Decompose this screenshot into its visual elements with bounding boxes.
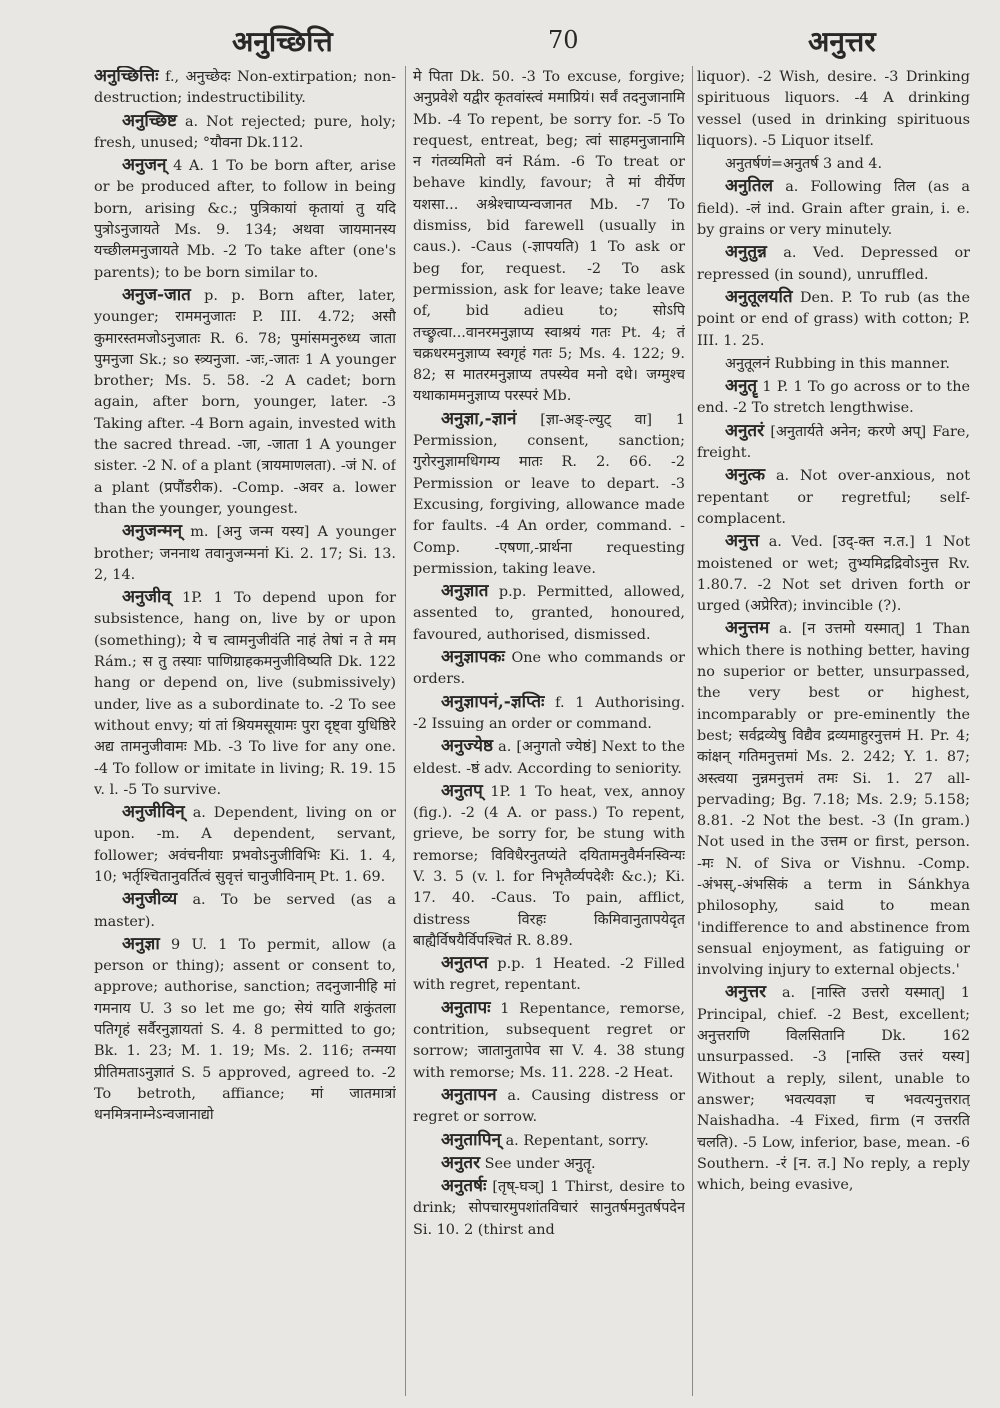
entry-definition: See under अनुतॄ. [480,1155,596,1172]
dictionary-entry [697,421,970,465]
entry-definition: a. Repentant, sorry. [501,1132,649,1149]
entry-definition: 1P. 1 To heat, vex, annoy (fig.). -2 (4 A. or pass.) To repent, grieve, be sorry for, be stung with remorse; विविधैरनुतप्यंते दयितामनुवैर्मनस्विन्यः V. 3. 5 (v. l. for निभृतैर्व्यपदेशैः &c.); Ki. 17. 40. -Caus. To pain, afflict, distress विरहः किमिवानुतापयेदृत बाह्यैर्विषयैर्विपश्चितं R. 8.89. [413,783,685,949]
dictionary-entry [94,111,396,155]
entry-headword: अनुज्ञात [441,581,489,602]
entry-headword: अनुच्छित्तिः [94,66,159,86]
dictionary-entry [413,998,685,1084]
entry-definition: 9 U. 1 To permit, allow (a person or thing); assent or consent to, approve; authorise, sanction; तदनुजानीहि मां गमनाय U. 3 so let me go; सेयं याति शकुंतला पतिगृहं सर्वैरनुज्ञायतां S. 4. 8 permitted to go; Bk. 1. 23; M. 1. 19; Ms. 2. 116; तन्मया प्रीतिमताऽनुज्ञातं S. 5 approved, agreed to. -2 To betroth, affiance; मां जातमात्रां धनमित्रनाम्नेऽन्वजानाद्यो [94,936,396,1124]
column-right [697,66,970,1396]
column-rule-right [692,66,693,1396]
entry-definition: a. [नास्ति उत्तरो यस्मात्] 1 Principal, chief. -2 Best, excellent; अनुत्तराणि विलसितानि Dk. 162 unsurpassed. -3 [नास्ति उत्तरं यस्य] Without a reply, silent, unable to answer; भवत्यवज्ञा च भवत्यनुत्तरात् Naishadha. -4 Fixed, firm (न उत्तरति चलति). -5 Low, inferior, base, mean. -6 Southern. -रं [न. त.] No reply, a reply which, being evasive, [697,985,970,1194]
dictionary-entry [697,982,970,1196]
header-left-word: अनुच्छित्ति [232,25,333,58]
dictionary-entry [697,153,970,175]
entry-definition: a. Causing distress or regret or sorrow. [413,1087,685,1126]
dictionary-entry [697,66,970,152]
dictionary-entry [413,736,685,780]
entry-definition: [तृष्-घञ्] 1 Thirst, desire to drink; सोपचारमुपशांतविचारं सानुतर्षमनुतर्षपदेन Si. 10. 2 (thirst and [413,1179,685,1238]
entry-definition: 1 Repentance, remorse, contrition, subsequent regret or sorrow; जातानुतापेव सा V. 4. 38 stung with remorse; Ms. 11. 228. -2 Heat. [413,1000,685,1081]
dictionary-entry [94,802,396,888]
entry-definition: [अनुतार्यते अनेन; करणे अप्] Fare, freight. [697,423,970,462]
page-header [0,22,1000,62]
entry-headword: अनुजन् [122,155,167,176]
dictionary-entry [94,66,396,110]
dictionary-entry [94,889,396,933]
dictionary-entry [697,531,970,617]
entry-definition: a. Ved. [उद्-क्त न.त.] 1 Not moistened or wet; तुभ्यमिद्रद्रिवोऽनुत्त Rv. 1.80.7. -2 Not set driven forth or urged (अप्रेरित); invincible (?). [697,534,970,615]
entry-headword: अनुजीव् [122,587,171,608]
dictionary-entry [697,465,970,530]
dictionary-entry [94,155,396,284]
entry-definition: f., अनुच्छेदः Non-extirpation; non-destruction; indestructibility. [94,69,396,107]
entry-headword: अनुतर्षः [441,1176,487,1197]
entry-headword: अनुतिल [725,176,774,197]
dictionary-entry [697,353,970,375]
dictionary-entry [94,521,396,586]
dictionary-entry [413,581,685,646]
entry-definition: a. Not rejected; pure, holy; fresh, unused; °यौवना Dk.112. [94,113,396,151]
entry-definition: One who commands or orders. [413,650,685,688]
entry-headword: अनुतापन [441,1084,497,1105]
dictionary-entry [413,953,685,997]
dictionary-entry [413,66,685,408]
entry-definition: a. Dependent, living on or upon. -m. A dependent, servant, follower; अवंचनीयाः प्रभवोऽनुजीविभिः Ki. 1. 4, 10; भर्तृश्चितानुवर्तित्वं सुवृत्तं चानुजीविनाम् Pt. 1. 69. [94,805,396,885]
dictionary-entry [697,176,970,241]
entry-definition: liquor). -2 Wish, desire. -3 Drinking spirituous liquors. -4 A drinking vessel (used in drinking spirituous liquors). -5 Liquor itself. [697,69,970,149]
entry-definition: 1 P. 1 To go across or to the end. -2 To stretch lengthwise. [697,379,970,417]
entry-definition: p.p. 1 Heated. -2 Filled with regret, repentant. [413,956,685,994]
entry-definition: मे पिता Dk. 50. -3 To excuse, forgive; अनुप्रवेशे यद्वीर कृतवांस्त्वं ममाप्रियं। सर्वं तदनुजानामि Mb. -4 To repent, be sorry for. -5 To request, entreat, beg; त्वां साहमनुजानामि न गंतव्यमितो वनं Rám. -6 To treat or behave kindly, favour; ते मां वीर्येण यशसा... अश्रेश्चाप्यन्वजानत Mb. -7 To dismiss, bid farewell (usually in caus.). -Caus (-ज्ञापयति) 1 To ask or beg for, request. -2 To ask permission, ask for leave; take leave of, bid adieu to; सोऽपि तच्छ्रुत्वा...वानरमनुज्ञाप्य स्वाश्रयं गतः Pt. 4; तं चक्रधरमनुज्ञाप्य स्वगृहं गतः 5; Ms. 4. 122; 9. 82; स मातरमनुज्ञाप्य तपस्येव मनो दधे। जग्मुश्च यथाकाममनुज्ञाप्य परस्परं Mb. [413,69,685,405]
dictionary-entry [94,587,396,801]
entry-definition: a. [अनुगतो ज्येष्ठं] Next to the eldest. -ष्ठं adv. According to seniority. [413,739,685,777]
entry-headword: अनुजीविन् [122,802,185,823]
header-right-word: अनुत्तर [808,25,876,58]
dictionary-entry [413,1130,685,1152]
entry-headword: अनुत्क [725,465,766,486]
entry-definition: f. 1 Authorising. -2 Issuing an order or command. [413,694,685,732]
entry-headword: अनुतूलयति [725,286,793,307]
dictionary-entry [697,242,970,286]
entry-definition: a. Not over-anxious, not repentant or regretful; self-complacent. [697,468,970,527]
column-middle [413,66,685,1396]
entry-headword: अनुत्त [725,531,760,552]
entry-headword: अनुज्येष्ठ [441,736,494,757]
entry-definition: [ज्ञा-अङ्-ल्युट् वा] 1 Permission, consent, sanction; गुरोरनुज्ञामधिगम्य मातः R. 2. 66. -2 Permission or leave to depart. -3 Excusing, forgiving, allowance made for faults. -4 An order, command. -Comp. -एषणा,-प्रार्थना requesting permission, taking leave. [413,411,685,577]
dictionary-entry [94,285,396,520]
entry-headword: अनुतुन्न [725,242,767,263]
entry-headword: अनुतप् [441,780,483,801]
entry-definition: अनुतर्षणं=अनुतर्ष 3 and 4. [725,156,883,173]
dictionary-entry [697,287,970,352]
entry-headword: अनुतापः [441,997,491,1018]
page-number: 70 [548,26,579,54]
column-rule-left [405,66,406,1396]
entry-headword: अनुत्तम [725,618,770,639]
entry-headword: अनुतरं [725,420,765,441]
entry-definition: 1P. 1 To depend upon for subsistence, hang on, live by or upon (something); ये च त्वामनुजीवंति नाहं तेषां न ते मम Rám.; स तु तस्याः पाणिग्राहकमनुजीविष्यति Dk. 122 hang or depend on, live (submissively) under, live as a subordinate to. -2 To see without envy; यां तां श्रियमसूयामः पुरा दृष्ट्वा युधिष्ठिरे अद्य तामनुजीवामः Mb. -3 To live for any one. -4 To follow or imitate in living; R. 19. 15 v. l. -5 To survive. [94,590,396,798]
entry-headword: अनुज-जात [122,284,191,305]
entry-definition: p. p. Born after, later, younger; राममनुजातः P. III. 4.72; असौ कुमारस्तमजोऽनुजातः R. 6. 78; पुमांसमनुरुध्य जाता पुमनुजा Sk.; so स्त्र्यनुजा. -जः,-जातः 1 A younger brother; Ms. 5. 58. -2 A cadet; born again, after born, younger, later. -3 Taking after. -4 Born again, invested with the sacred thread. -जा, -जाता 1 A younger sister. -2 N. of a plant (त्रायमाणलता). -जं N. of a plant (प्रपौंडरीक). -Comp. -अवर a. lower than the younger, youngest. [94,287,396,517]
entry-headword: अनुजन्मन् [122,521,183,542]
entry-headword: अनुतर [441,1152,481,1173]
entry-headword: अनुज्ञा,-ज्ञानं [441,408,517,429]
entry-definition: p.p. Permitted, allowed, assented to, granted, honoured, favoured, authorised, dismissed. [413,584,685,643]
dictionary-entry [94,934,396,1127]
dictionary-entry [413,1153,685,1175]
dictionary-entry [697,376,970,420]
entry-headword: अनुत्तर [725,982,767,1003]
entry-headword: अनुज्ञापकः [441,647,505,668]
entry-definition: a. [न उत्तमो यस्मात्] 1 Than which there is nothing better, having no superior or better, unsurpassed, the very best or highest, incomparably or pre-eminently the best; सर्वद्रव्येषु विद्यैव द्रव्यमाहुरनुत्तमं H. Pr. 4; कांक्षन् गतिमनुत्तमां Ms. 2. 242; Y. 1. 87; अस्त्वया नुन्नमनुत्तमं तमः Si. 1. 27 all-pervading; Bg. 7.18; Ms. 2.9; 5.158; 8.81. -2 Not the best. -3 (In gram.) Not used in the उत्तम or first, person. -मः N. of Siva or Vishnu. -Comp. -अंभस्,-अंभसिकं a term in Sánkhya philosophy, said to mean 'indifference to and abstinence from sensual enjoyment, as fatiguing or involving injury to external objects.' [697,621,970,979]
dictionary-entry [413,692,685,736]
dictionary-entry [413,1176,685,1241]
dictionary-entry [697,618,970,981]
entry-headword: अनुतॄ [725,376,758,397]
entry-headword: अनुच्छिष्ट [122,110,177,131]
entry-definition: a. Ved. Depressed or repressed (in sound), unruffled. [697,245,970,283]
entry-headword: अनुतापिन् [441,1129,502,1150]
dictionary-entry [413,781,685,952]
entry-definition: 4 A. 1 To be born after, arise or be produced after, to follow in being born, arising &c.; पुत्रिकायां कृतायां तु यदि पुत्रोऽनुजायते Ms. 9. 134; अथवा जायमानस्य यच्छीलमनुजायते Mb. -2 To take after (one's parents); to be born similar to. [94,158,396,281]
entry-definition: m. [अनु जन्म यस्य] A younger brother; जननाथ तवानुजन्मनां Ki. 2. 17; Si. 13. 2, 14. [94,524,396,583]
entry-definition: a. Following तिल (as a field). -लं ind. Grain after grain, i. e. by grains or very minutely. [697,179,970,239]
dictionary-entry [413,647,685,691]
entry-headword: अनुज्ञापनं,-ज्ञप्तिः [441,691,545,712]
entry-headword: अनुज्ञा [122,933,160,954]
entry-definition: Den. P. To rub (as the point or end of grass) with cotton; P. III. 1. 25. [697,289,970,349]
dictionary-entry [413,1085,685,1129]
dictionary-entry [413,409,685,580]
entry-definition: अनुतूलनं Rubbing in this manner. [725,355,950,372]
entry-definition: a. To be served (as a master). [94,892,396,930]
entry-headword: अनुतप्त [441,953,489,974]
column-left [94,66,396,1396]
entry-headword: अनुजीव्य [122,889,178,910]
